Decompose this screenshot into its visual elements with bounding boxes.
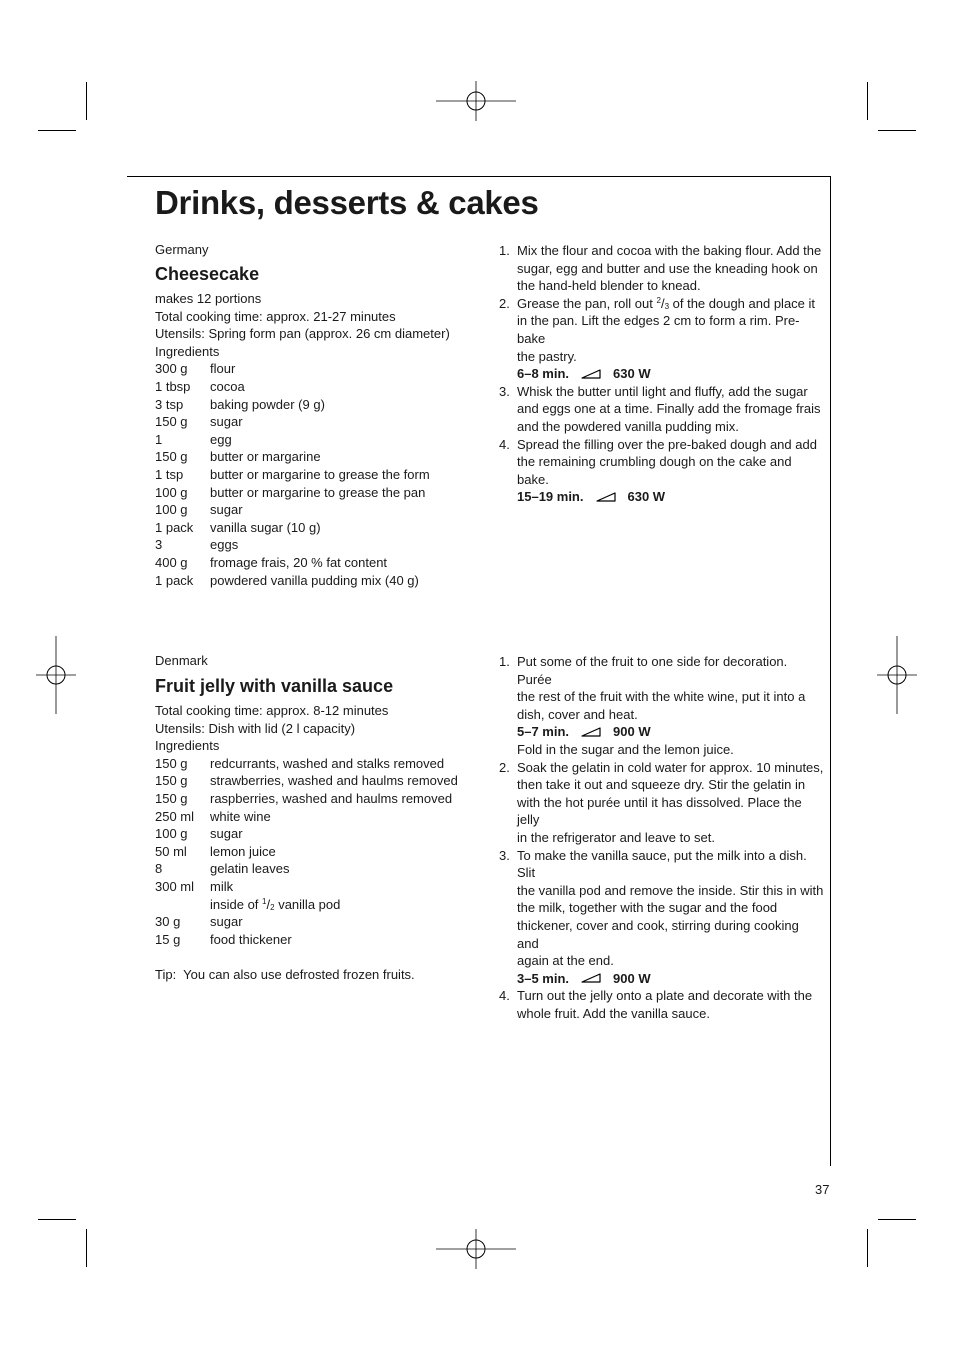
- power-setting: [517, 723, 824, 741]
- method-steps: [499, 653, 824, 1022]
- portions-text: makes 12 portions: [155, 291, 262, 306]
- method-step: 1. Mix the flour and cocoa with the baking flour. Add the sugar, egg and butter and use the kneading hook on the hand-held blender to knead.: [499, 243, 822, 294]
- ingredient-row: 150 g redcurrants, washed and stalks removed: [155, 755, 445, 771]
- ingredient-row: 100 g sugar: [155, 502, 243, 518]
- recipe-info: [155, 290, 465, 589]
- power-level-icon: [581, 369, 601, 379]
- ingredients-heading: Ingredients: [155, 343, 220, 359]
- ingredient-row: 100 g sugar: [155, 826, 243, 842]
- method-step: 2. Grease the pan, roll out $^2/_3$ of the dough and place it in the pan. Lift the edges 2 cm to form a rim. Pre-bake the pastry. 6–8 min. 630 W: [499, 295, 824, 383]
- power-setting: [517, 365, 824, 383]
- page-title: Drinks, desserts & cakes: [155, 184, 539, 221]
- ingredient-row: 1 pack vanilla sugar (10 g): [155, 519, 321, 535]
- registration-mark-right-icon: [877, 636, 917, 714]
- utensils-text: Utensils: Dish with lid (2 l capacity): [155, 720, 356, 736]
- ingredient-row: 100 g butter or margarine to grease the pan: [155, 484, 426, 500]
- method-step: 3. Whisk the butter until light and fluffy, add the sugar and eggs one at a time. Finally add the fromage frais and the powdered vanilla pudding mix.: [499, 383, 821, 434]
- ingredient-row: 150 g raspberries, washed and haulms removed: [155, 790, 453, 806]
- ingredient-row: 300 g flour: [155, 361, 236, 377]
- cook-time: 6–8 min.: [517, 366, 570, 382]
- cooking-time-text: Total cooking time: approx. 8-12 minutes: [155, 703, 389, 718]
- method-step: 1. Put some of the fruit to one side for decoration. Purée the rest of the fruit with the white wine, put it into a dish, cover and heat. 5–7 min. 900 W Fold in the sugar and the lemon juice.: [499, 653, 824, 759]
- method-step: 3. To make the vanilla sauce, put the milk into a dish. Slit the vanilla pod and remove the inside. Stir this in with the milk, together with the sugar and the food thickener, cover and cook, stirring during cooking and again at the end. 3–5 min. 900 W: [499, 847, 824, 986]
- cook-time: 3–5 min.: [517, 970, 570, 986]
- ingredient-row: 1 pack powdered vanilla pudding mix (40 g): [155, 572, 419, 588]
- recipe-title: Fruit jelly with vanilla sauce: [155, 676, 394, 696]
- ingredient-row: 50 ml lemon juice: [155, 843, 276, 859]
- method-step: 4. Turn out the jelly onto a plate and decorate with the whole fruit. Add the vanilla sauce.: [499, 988, 813, 1021]
- method-step: 2. Soak the gelatin in cold water for approx. 10 minutes, then take it out and squeeze dry. Stir the gelatin in with the hot purée until it has dissolved. Place the jelly in the refrigerator and leave to set.: [499, 759, 824, 845]
- recipe-info: [155, 702, 475, 948]
- power-value: 900 W: [613, 724, 651, 740]
- ingredient-row: inside of $^1/_2$ vanilla pod: [210, 896, 341, 912]
- power-setting: [517, 488, 824, 506]
- power-level-icon: [581, 727, 601, 737]
- method-step: 4. Spread the filling over the pre-baked dough and add the remaining crumbling dough on the cake and bake. 15–19 min. 630 W: [499, 436, 824, 506]
- power-value: 630 W: [627, 489, 666, 505]
- ingredient-row: 250 ml white wine: [155, 808, 271, 824]
- page-right-rule: [830, 176, 831, 1166]
- ingredient-row: 15 g food thickener: [155, 931, 292, 947]
- recipe-country: Germany: [155, 242, 209, 257]
- ingredient-row: 150 g sugar: [155, 414, 243, 430]
- cooking-time-text: Total cooking time: approx. 21-27 minutes: [155, 308, 396, 324]
- power-value: 630 W: [613, 366, 651, 382]
- ingredient-row: 300 ml milk: [155, 878, 234, 894]
- registration-mark-top-icon: [436, 81, 516, 121]
- ingredient-row: 8 gelatin leaves: [155, 861, 290, 877]
- power-level-icon: [581, 973, 601, 983]
- ingredient-row: 150 g butter or margarine: [155, 449, 321, 465]
- tip-text: Tip: You can also use defrosted frozen fruits.: [155, 967, 415, 982]
- method-steps: [499, 242, 824, 506]
- power-value: 900 W: [613, 970, 651, 986]
- cook-time: 15–19 min.: [517, 489, 584, 505]
- ingredient-list: [155, 360, 465, 589]
- recipe-title: Cheesecake: [155, 264, 260, 284]
- ingredient-row: 30 g sugar: [155, 914, 243, 930]
- utensils-text: Utensils: Spring form pan (approx. 26 cm diameter): [155, 326, 450, 342]
- ingredient-row: 3 eggs: [155, 537, 239, 553]
- ingredient-row: 400 g fromage frais, 20 % fat content: [155, 554, 388, 570]
- ingredient-row: 1 tbsp cocoa: [155, 378, 245, 394]
- ingredient-list: [155, 755, 475, 949]
- ingredient-row: 1 egg: [155, 431, 232, 447]
- power-setting: [517, 970, 824, 988]
- registration-mark-left-icon: [36, 636, 76, 714]
- registration-mark-bottom-icon: [436, 1229, 516, 1269]
- header-rule: [127, 176, 831, 177]
- ingredient-row: 150 g strawberries, washed and haulms removed: [155, 773, 458, 789]
- cook-time: 5–7 min.: [517, 724, 570, 740]
- ingredient-row: 3 tsp baking powder (9 g): [155, 396, 325, 412]
- page-number: 37: [815, 1182, 830, 1197]
- ingredient-row: 1 tsp butter or margarine to grease the form: [155, 466, 430, 482]
- power-level-icon: [596, 492, 616, 502]
- recipe-country: Denmark: [155, 653, 208, 668]
- ingredients-heading: Ingredients: [155, 738, 220, 754]
